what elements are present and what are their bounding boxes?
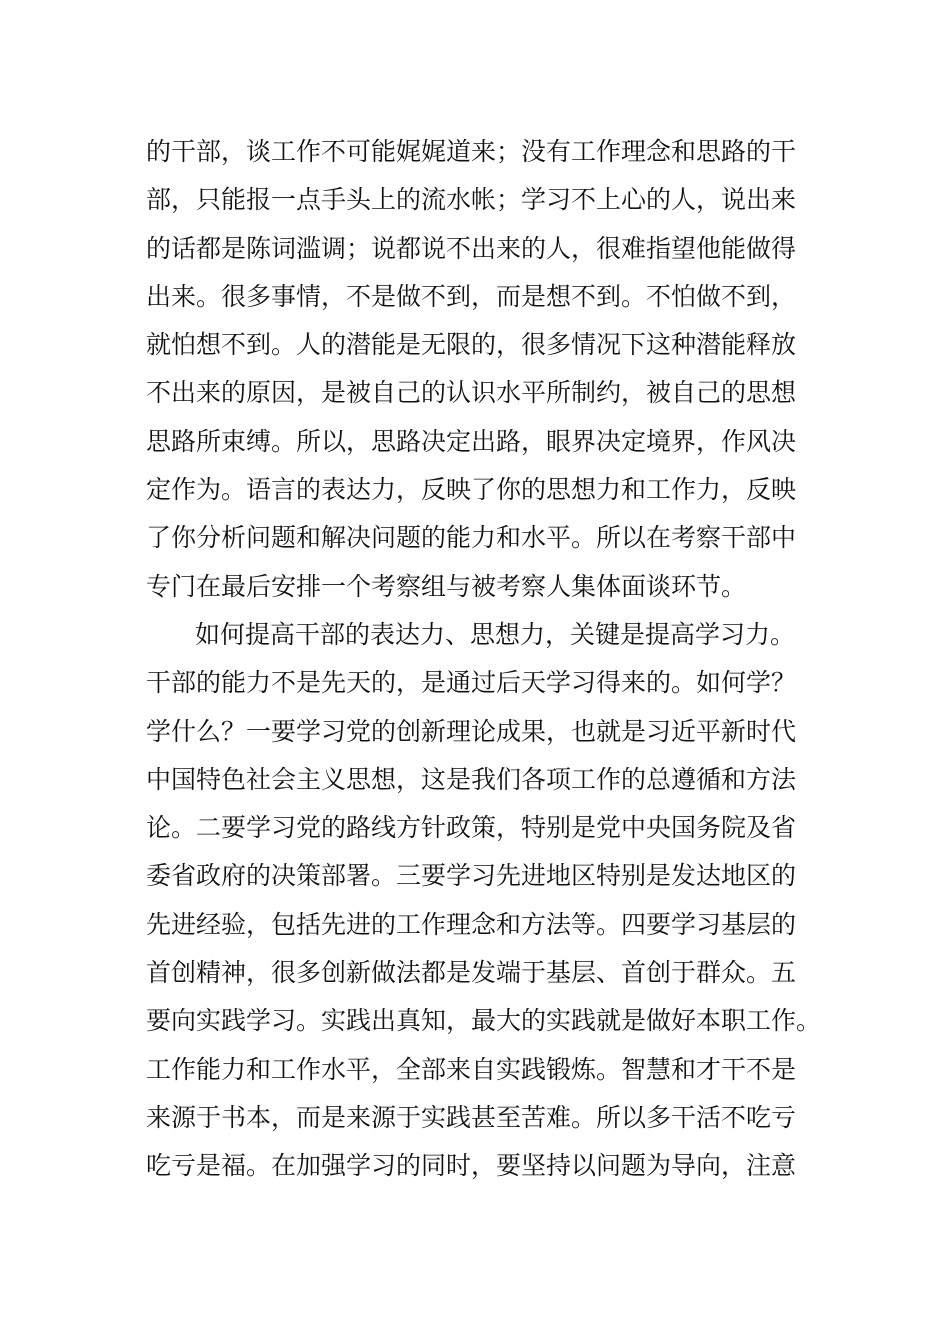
text-line: 来源于书本，而是来源于实践甚至苦难。所以多干活不吃亏 bbox=[146, 1102, 797, 1132]
text-line: 不出来的原因，是被自己的认识水平所制约，被自己的思想 bbox=[146, 378, 797, 408]
text-line: 学什么？一要学习党的创新理论成果，也就是习近平新时代 bbox=[146, 716, 797, 746]
text-line: 工作能力和工作水平，全部来自实践锻炼。智慧和才干不是 bbox=[146, 1054, 797, 1084]
text-line: 的话都是陈词滥调；说都说不出来的人，很难指望他能做得 bbox=[146, 233, 797, 263]
body-text bbox=[146, 128, 822, 1191]
text-line: 中国特色社会主义思想，这是我们各项工作的总遵循和方法 bbox=[146, 764, 797, 794]
text-line: 首创精神，很多创新做法都是发端于基层、首创于群众。五 bbox=[146, 958, 797, 988]
text-line: 先进经验，包括先进的工作理念和方法等。四要学习基层的 bbox=[146, 909, 797, 939]
text-line: 定作为。语言的表达力，反映了你的思想力和工作力，反映 bbox=[146, 475, 797, 505]
text-line: 的干部，谈工作不可能娓娓道来；没有工作理念和思路的干 bbox=[146, 137, 797, 166]
text-line: 论。二要学习党的路线方针政策，特别是党中央国务院及省 bbox=[146, 813, 797, 843]
text-line: 思路所束缚。所以，思路决定出路，眼界决定境界，作风决 bbox=[146, 426, 797, 456]
paragraph-2 bbox=[146, 611, 822, 1191]
text-line: 专门在最后安排一个考察组与被考察人集体面谈环节。 bbox=[146, 571, 747, 601]
text-line: 如何提高干部的表达力、思想力，关键是提高学习力。 bbox=[195, 619, 796, 649]
text-line: 就怕想不到。人的潜能是无限的，很多情况下这种潜能释放 bbox=[146, 330, 797, 360]
text-line: 要向实践学习。实践出真知，最大的实践就是做好本职工作。 bbox=[146, 1006, 822, 1036]
text-line: 了你分析问题和解决问题的能力和水平。所以在考察干部中 bbox=[146, 523, 797, 553]
text-line: 委省政府的决策部署。三要学习先进地区特别是发达地区的 bbox=[146, 861, 797, 891]
text-line: 干部的能力不是先天的，是通过后天学习得来的。如何学？ bbox=[146, 668, 797, 698]
paragraph-1 bbox=[146, 128, 816, 611]
text-line: 部，只能报一点手头上的流水帐；学习不上心的人，说出来 bbox=[146, 185, 797, 215]
text-line: 出来。很多事情，不是做不到，而是想不到。不怕做不到， bbox=[146, 281, 797, 311]
text-line: 吃亏是福。在加强学习的同时，要坚持以问题为导向，注意 bbox=[146, 1151, 797, 1181]
